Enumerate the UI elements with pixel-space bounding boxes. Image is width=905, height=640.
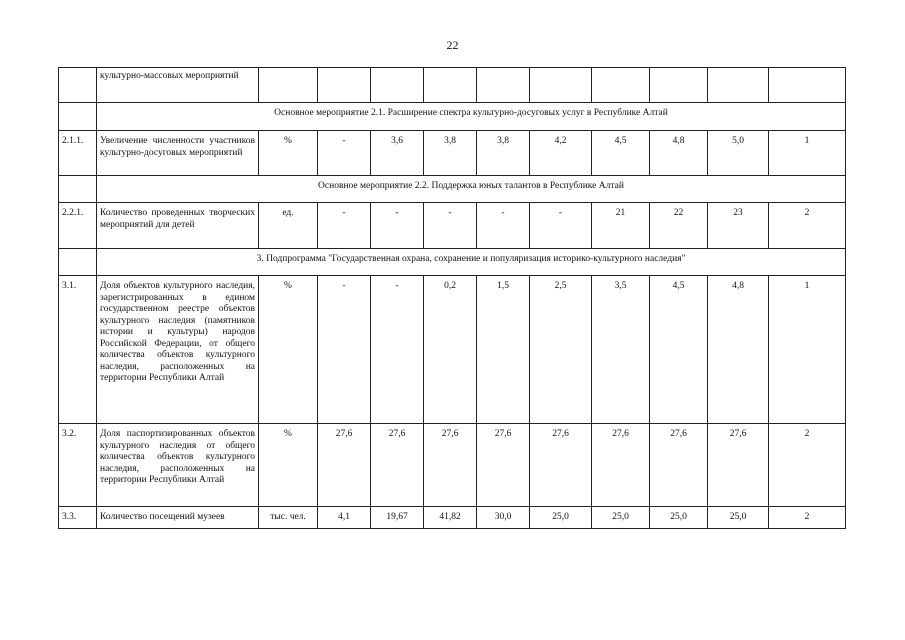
value-cell: 41,82 [424,507,477,529]
value-cell [477,68,530,103]
unit-cell: % [259,424,318,507]
indicators-table [58,67,846,529]
unit-cell: % [259,276,318,424]
value-cell: 2 [769,203,846,249]
value-cell: - [371,203,424,249]
section-row [59,103,846,131]
value-cell: 2,5 [530,276,592,424]
value-cell: 4,1 [318,507,371,529]
value-cell: 3,5 [592,276,650,424]
value-cell [530,68,592,103]
value-cell: - [424,203,477,249]
table-row [59,276,846,424]
value-cell: 4,5 [650,276,708,424]
value-cell: - [318,276,371,424]
value-cell: 4,8 [650,131,708,176]
value-cell: 27,6 [592,424,650,507]
row-index: 2.2.1. [59,203,97,249]
table-row [59,203,846,249]
section-row [59,176,846,203]
value-cell [708,68,769,103]
value-cell: 3,8 [424,131,477,176]
section-index-cell [59,176,97,203]
section-index-cell [59,249,97,276]
value-cell: 25,0 [592,507,650,529]
section-title: Основное мероприятие 2.1. Расширение спектра культурно-досуговых услуг в Республике Алтай [97,103,846,131]
unit-cell: ед. [259,203,318,249]
value-cell: 25,0 [530,507,592,529]
unit-cell: % [259,131,318,176]
value-cell: 4,5 [592,131,650,176]
section-index-cell [59,103,97,131]
value-cell: 1 [769,276,846,424]
value-cell: 27,6 [708,424,769,507]
value-cell: 27,6 [424,424,477,507]
indicator-name: культурно-массовых мероприятий [97,68,259,103]
value-cell: - [318,203,371,249]
value-cell [318,68,371,103]
row-index [59,68,97,103]
value-cell: - [371,276,424,424]
value-cell [424,68,477,103]
value-cell: 23 [708,203,769,249]
section-title: 3. Подпрограмма "Государственная охрана, сохранение и популяризация историко-культурного наследия" [97,249,846,276]
unit-cell: тыс. чел. [259,507,318,529]
value-cell: 27,6 [530,424,592,507]
value-cell: 27,6 [477,424,530,507]
value-cell [769,68,846,103]
value-cell: 25,0 [650,507,708,529]
indicator-name: Количество проведенных творческих мероприятий для детей [97,203,259,249]
value-cell [592,68,650,103]
row-index: 2.1.1. [59,131,97,176]
table-row [59,131,846,176]
value-cell: 21 [592,203,650,249]
value-cell: 25,0 [708,507,769,529]
value-cell [650,68,708,103]
value-cell: 22 [650,203,708,249]
row-index: 3.1. [59,276,97,424]
value-cell [371,68,424,103]
value-cell: 3,8 [477,131,530,176]
section-row [59,249,846,276]
row-index: 3.3. [59,507,97,529]
indicator-name: Доля объектов культурного наследия, зарегистрированных в едином государственном реестре объектов культурного наследия (памятников истории и культуры) народов Российской Федерации, от общего количества объектов культурного наследия, расположенных на территории Республики Алтай [97,276,259,424]
value-cell: 2 [769,507,846,529]
value-cell: 4,2 [530,131,592,176]
value-cell: 5,0 [708,131,769,176]
value-cell: - [530,203,592,249]
value-cell: 27,6 [650,424,708,507]
value-cell: 30,0 [477,507,530,529]
value-cell: - [318,131,371,176]
section-title: Основное мероприятие 2.2. Поддержка юных талантов в Республике Алтай [97,176,846,203]
value-cell: 1 [769,131,846,176]
value-cell: 2 [769,424,846,507]
value-cell: 19,67 [371,507,424,529]
value-cell: 3,6 [371,131,424,176]
value-cell: 27,6 [371,424,424,507]
indicator-name: Увеличение численности участников культурно-досуговых мероприятий [97,131,259,176]
value-cell: 0,2 [424,276,477,424]
indicator-name: Доля паспортизированных объектов культурного наследия от общего количества объектов культурного наследия, расположенных на территории Республики Алтай [97,424,259,507]
value-cell: 27,6 [318,424,371,507]
value-cell: - [477,203,530,249]
table-row [59,507,846,529]
table-row [59,68,846,103]
indicator-name: Количество посещений музеев [97,507,259,529]
page-number: 22 [446,38,459,52]
unit-cell [259,68,318,103]
table-row [59,424,846,507]
row-index: 3.2. [59,424,97,507]
value-cell: 4,8 [708,276,769,424]
value-cell: 1,5 [477,276,530,424]
